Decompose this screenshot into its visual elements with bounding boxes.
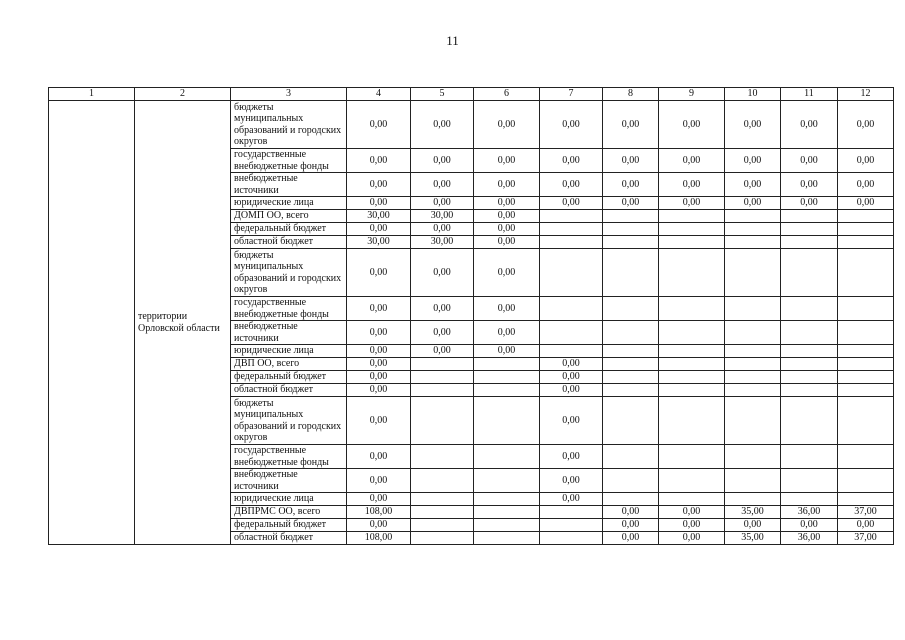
value-cell: 0,00 <box>411 197 474 210</box>
value-cell: 108,00 <box>347 532 411 545</box>
value-cell <box>474 445 540 469</box>
value-cell: 0,00 <box>659 532 725 545</box>
value-cell <box>659 397 725 445</box>
value-cell: 0,00 <box>347 469 411 493</box>
funding-source-cell: бюджеты муниципальных образований и городских округов <box>231 101 347 149</box>
value-cell <box>659 345 725 358</box>
value-cell: 0,00 <box>781 149 838 173</box>
value-cell <box>725 223 781 236</box>
value-cell: 0,00 <box>603 197 659 210</box>
value-cell: 0,00 <box>838 101 894 149</box>
column-header: 4 <box>347 88 411 101</box>
value-cell: 0,00 <box>347 493 411 506</box>
value-cell <box>725 297 781 321</box>
value-cell: 0,00 <box>540 469 603 493</box>
value-cell <box>781 358 838 371</box>
value-cell <box>725 358 781 371</box>
value-cell <box>838 223 894 236</box>
value-cell: 30,00 <box>411 236 474 249</box>
value-cell: 108,00 <box>347 506 411 519</box>
value-cell: 0,00 <box>540 149 603 173</box>
value-cell: 0,00 <box>659 149 725 173</box>
value-cell <box>474 384 540 397</box>
value-cell <box>781 384 838 397</box>
funding-source-cell: федеральный бюджет <box>231 223 347 236</box>
column-header: 11 <box>781 88 838 101</box>
table-row <box>49 101 894 149</box>
value-cell: 0,00 <box>474 210 540 223</box>
value-cell <box>474 371 540 384</box>
value-cell: 30,00 <box>347 210 411 223</box>
value-cell <box>659 358 725 371</box>
value-cell <box>540 519 603 532</box>
value-cell <box>838 358 894 371</box>
value-cell: 0,00 <box>347 249 411 297</box>
value-cell <box>474 358 540 371</box>
funding-source-cell: государственные внебюджетные фонды <box>231 297 347 321</box>
value-cell: 0,00 <box>540 197 603 210</box>
budget-table <box>48 87 894 545</box>
funding-source-cell: ДОМП ОО, всего <box>231 210 347 223</box>
funding-source-cell: ДВПРМС ОО, всего <box>231 506 347 519</box>
value-cell <box>838 384 894 397</box>
value-cell: 0,00 <box>347 345 411 358</box>
value-cell <box>781 321 838 345</box>
value-cell: 0,00 <box>659 519 725 532</box>
column-header: 5 <box>411 88 474 101</box>
value-cell <box>659 321 725 345</box>
value-cell: 0,00 <box>603 519 659 532</box>
column-1-cell <box>49 101 135 545</box>
value-cell <box>725 384 781 397</box>
value-cell <box>540 249 603 297</box>
value-cell: 0,00 <box>781 101 838 149</box>
value-cell <box>838 321 894 345</box>
value-cell: 0,00 <box>347 519 411 532</box>
value-cell: 30,00 <box>347 236 411 249</box>
value-cell <box>838 371 894 384</box>
value-cell <box>540 506 603 519</box>
funding-source-cell: внебюджетные источники <box>231 469 347 493</box>
value-cell: 36,00 <box>781 506 838 519</box>
value-cell: 35,00 <box>725 532 781 545</box>
value-cell: 0,00 <box>474 101 540 149</box>
value-cell <box>474 397 540 445</box>
value-cell <box>725 445 781 469</box>
funding-source-cell: государственные внебюджетные фонды <box>231 445 347 469</box>
value-cell <box>659 384 725 397</box>
territory-cell: территории Орловской области <box>135 101 231 545</box>
value-cell: 0,00 <box>347 384 411 397</box>
value-cell: 0,00 <box>540 371 603 384</box>
value-cell <box>540 532 603 545</box>
value-cell <box>659 469 725 493</box>
value-cell <box>781 371 838 384</box>
funding-source-cell: областной бюджет <box>231 532 347 545</box>
funding-source-cell: областной бюджет <box>231 384 347 397</box>
value-cell <box>725 493 781 506</box>
value-cell: 0,00 <box>659 173 725 197</box>
value-cell <box>540 210 603 223</box>
value-cell: 0,00 <box>781 519 838 532</box>
value-cell: 0,00 <box>838 519 894 532</box>
funding-source-cell: федеральный бюджет <box>231 519 347 532</box>
value-cell <box>725 469 781 493</box>
value-cell: 0,00 <box>540 397 603 445</box>
value-cell: 0,00 <box>540 384 603 397</box>
value-cell <box>659 236 725 249</box>
value-cell <box>781 297 838 321</box>
value-cell <box>725 236 781 249</box>
value-cell: 0,00 <box>474 321 540 345</box>
value-cell <box>725 371 781 384</box>
value-cell: 0,00 <box>347 197 411 210</box>
column-header: 1 <box>49 88 135 101</box>
value-cell: 0,00 <box>474 297 540 321</box>
value-cell <box>838 210 894 223</box>
value-cell <box>474 493 540 506</box>
value-cell: 0,00 <box>347 397 411 445</box>
value-cell: 0,00 <box>347 371 411 384</box>
value-cell: 35,00 <box>725 506 781 519</box>
value-cell: 0,00 <box>474 149 540 173</box>
column-header: 7 <box>540 88 603 101</box>
value-cell: 0,00 <box>411 345 474 358</box>
funding-source-cell: областной бюджет <box>231 236 347 249</box>
value-cell <box>603 345 659 358</box>
value-cell <box>603 249 659 297</box>
value-cell <box>603 210 659 223</box>
value-cell <box>659 371 725 384</box>
value-cell: 0,00 <box>411 297 474 321</box>
value-cell <box>540 321 603 345</box>
value-cell <box>411 469 474 493</box>
header-row <box>49 88 894 101</box>
value-cell: 0,00 <box>725 149 781 173</box>
value-cell <box>659 445 725 469</box>
value-cell: 0,00 <box>603 532 659 545</box>
value-cell <box>603 371 659 384</box>
value-cell: 0,00 <box>725 173 781 197</box>
value-cell <box>725 397 781 445</box>
value-cell <box>781 469 838 493</box>
value-cell: 0,00 <box>781 197 838 210</box>
value-cell <box>838 249 894 297</box>
value-cell <box>781 223 838 236</box>
value-cell: 0,00 <box>347 101 411 149</box>
value-cell: 0,00 <box>411 101 474 149</box>
value-cell <box>411 445 474 469</box>
funding-source-cell: юридические лица <box>231 345 347 358</box>
value-cell: 0,00 <box>838 149 894 173</box>
value-cell: 0,00 <box>347 358 411 371</box>
value-cell <box>781 397 838 445</box>
value-cell: 0,00 <box>838 197 894 210</box>
value-cell <box>603 297 659 321</box>
value-cell: 0,00 <box>659 506 725 519</box>
value-cell: 0,00 <box>603 101 659 149</box>
value-cell: 0,00 <box>474 173 540 197</box>
value-cell: 0,00 <box>411 223 474 236</box>
value-cell <box>838 236 894 249</box>
value-cell: 0,00 <box>347 321 411 345</box>
value-cell: 0,00 <box>838 173 894 197</box>
value-cell <box>838 469 894 493</box>
value-cell: 0,00 <box>347 223 411 236</box>
column-header: 10 <box>725 88 781 101</box>
value-cell <box>781 236 838 249</box>
value-cell: 0,00 <box>659 197 725 210</box>
value-cell <box>838 493 894 506</box>
value-cell: 0,00 <box>540 101 603 149</box>
funding-source-cell: государственные внебюджетные фонды <box>231 149 347 173</box>
value-cell <box>725 345 781 358</box>
table-body <box>49 101 894 545</box>
value-cell <box>474 469 540 493</box>
value-cell <box>474 506 540 519</box>
value-cell <box>411 519 474 532</box>
value-cell <box>781 493 838 506</box>
value-cell <box>540 223 603 236</box>
value-cell: 0,00 <box>725 519 781 532</box>
value-cell: 37,00 <box>838 506 894 519</box>
value-cell: 0,00 <box>347 297 411 321</box>
value-cell: 0,00 <box>411 173 474 197</box>
value-cell: 0,00 <box>347 445 411 469</box>
value-cell <box>603 358 659 371</box>
value-cell <box>603 384 659 397</box>
value-cell: 0,00 <box>725 101 781 149</box>
value-cell <box>411 532 474 545</box>
page-number: 11 <box>446 33 459 48</box>
value-cell <box>603 397 659 445</box>
value-cell: 0,00 <box>725 197 781 210</box>
value-cell <box>603 493 659 506</box>
value-cell: 0,00 <box>347 149 411 173</box>
value-cell: 0,00 <box>603 173 659 197</box>
value-cell: 0,00 <box>603 149 659 173</box>
value-cell: 36,00 <box>781 532 838 545</box>
value-cell: 0,00 <box>474 249 540 297</box>
funding-source-cell: бюджеты муниципальных образований и городских округов <box>231 397 347 445</box>
value-cell <box>411 384 474 397</box>
value-cell <box>725 210 781 223</box>
funding-source-cell: бюджеты муниципальных образований и городских округов <box>231 249 347 297</box>
value-cell <box>411 397 474 445</box>
value-cell <box>540 297 603 321</box>
value-cell <box>725 321 781 345</box>
value-cell: 0,00 <box>540 358 603 371</box>
value-cell: 0,00 <box>411 149 474 173</box>
value-cell: 0,00 <box>474 223 540 236</box>
funding-source-cell: внебюджетные источники <box>231 321 347 345</box>
value-cell: 0,00 <box>474 345 540 358</box>
funding-source-cell: юридические лица <box>231 493 347 506</box>
value-cell: 0,00 <box>540 445 603 469</box>
value-cell <box>781 345 838 358</box>
funding-source-cell: внебюджетные источники <box>231 173 347 197</box>
value-cell <box>411 358 474 371</box>
column-header: 2 <box>135 88 231 101</box>
value-cell <box>838 297 894 321</box>
value-cell <box>659 223 725 236</box>
value-cell <box>659 210 725 223</box>
value-cell <box>781 210 838 223</box>
value-cell <box>838 345 894 358</box>
value-cell <box>603 223 659 236</box>
value-cell <box>725 249 781 297</box>
value-cell <box>603 469 659 493</box>
value-cell <box>603 445 659 469</box>
funding-source-cell: федеральный бюджет <box>231 371 347 384</box>
value-cell: 0,00 <box>781 173 838 197</box>
column-header: 12 <box>838 88 894 101</box>
value-cell <box>659 297 725 321</box>
funding-source-cell: юридические лица <box>231 197 347 210</box>
value-cell <box>781 249 838 297</box>
value-cell <box>838 445 894 469</box>
value-cell <box>540 345 603 358</box>
value-cell: 0,00 <box>347 173 411 197</box>
value-cell: 0,00 <box>603 506 659 519</box>
value-cell: 37,00 <box>838 532 894 545</box>
value-cell <box>659 493 725 506</box>
value-cell <box>474 519 540 532</box>
value-cell: 0,00 <box>474 236 540 249</box>
value-cell: 30,00 <box>411 210 474 223</box>
value-cell <box>474 532 540 545</box>
value-cell <box>411 506 474 519</box>
value-cell: 0,00 <box>474 197 540 210</box>
value-cell <box>540 236 603 249</box>
value-cell <box>838 397 894 445</box>
value-cell: 0,00 <box>540 173 603 197</box>
column-header: 6 <box>474 88 540 101</box>
value-cell: 0,00 <box>411 249 474 297</box>
value-cell: 0,00 <box>411 321 474 345</box>
column-header: 9 <box>659 88 725 101</box>
value-cell <box>781 445 838 469</box>
value-cell: 0,00 <box>659 101 725 149</box>
value-cell <box>603 321 659 345</box>
funding-source-cell: ДВП ОО, всего <box>231 358 347 371</box>
value-cell <box>411 371 474 384</box>
value-cell <box>411 493 474 506</box>
column-header: 3 <box>231 88 347 101</box>
value-cell <box>603 236 659 249</box>
value-cell: 0,00 <box>540 493 603 506</box>
value-cell <box>659 249 725 297</box>
column-header: 8 <box>603 88 659 101</box>
